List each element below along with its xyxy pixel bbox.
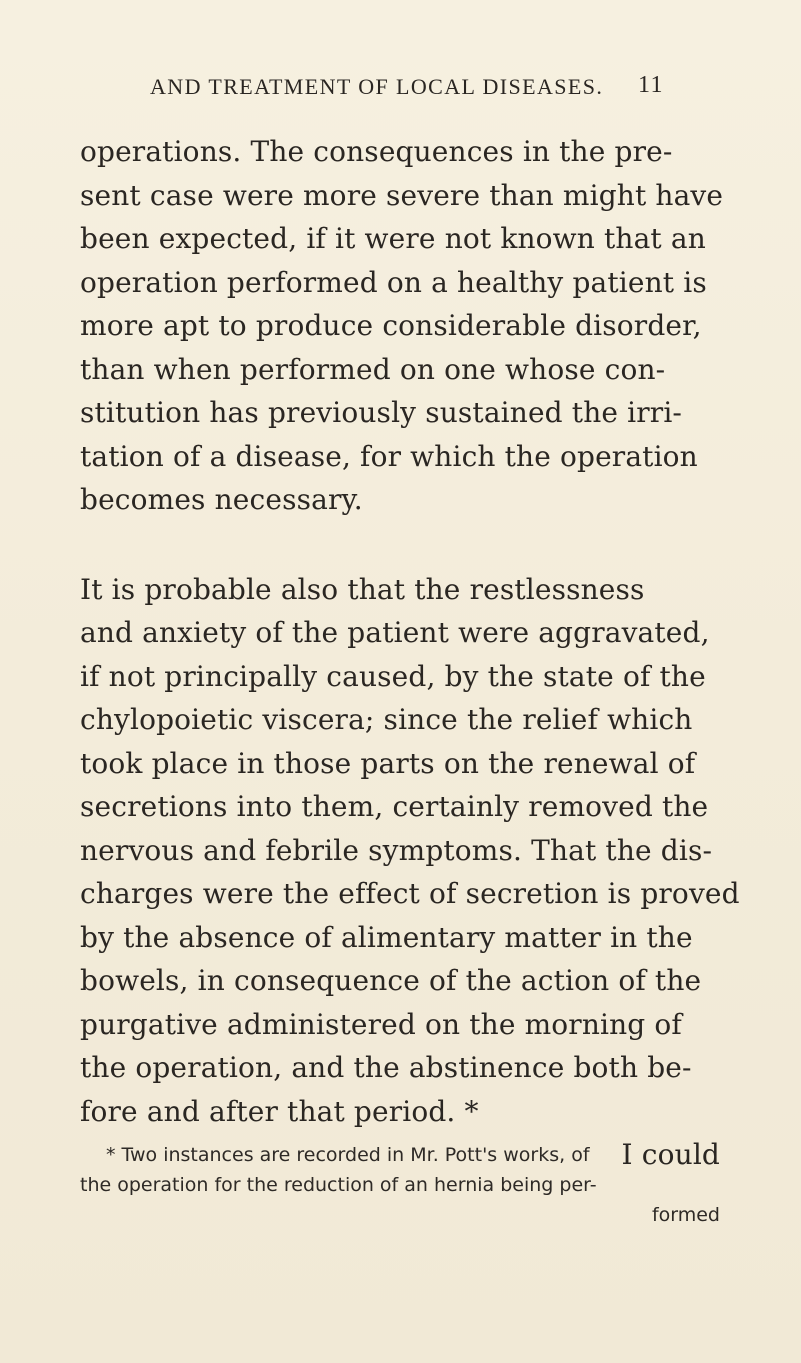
text-line: charges were the effect of secretion is proved	[80, 877, 740, 910]
text-line: tation of a disease, for which the operation	[80, 439, 698, 473]
body-text	[80, 130, 740, 1177]
text-line: operation performed on a healthy patient is	[80, 265, 707, 299]
paragraph-1	[80, 130, 724, 522]
paragraph-2	[80, 568, 740, 1134]
text-line: and anxiety of the patient were aggravated,	[80, 616, 710, 649]
running-head	[150, 74, 690, 100]
text-line: sent case were more severe than might have	[80, 178, 724, 212]
footnote-line: the operation for the reduction of an hernia being per-	[80, 1174, 597, 1196]
running-head-title: AND TREATMENT OF LOCAL DISEASES.	[150, 74, 604, 99]
text-line: chylopoietic viscera; since the relief which	[80, 703, 693, 736]
text-line: than when performed on one whose con-	[80, 352, 666, 386]
text-line: purgative administered on the morning of	[80, 1007, 682, 1041]
text-line: nervous and febrile symptoms. That the dis-	[80, 833, 713, 867]
page-number: 11	[638, 72, 664, 98]
text-line: secretions into them, certainly removed the	[80, 790, 709, 823]
text-line: stitution has previously sustained the irri-	[80, 396, 683, 429]
text-line: more apt to produce considerable disorder,	[80, 309, 702, 342]
text-line: operations. The consequences in the pre-	[80, 135, 673, 168]
text-line: if not principally caused, by the state of the	[80, 659, 706, 693]
text-line: been expected, if it were not known that an	[80, 222, 706, 255]
footnote	[80, 1140, 720, 1230]
text-line: bowels, in consequence of the action of the	[80, 964, 702, 997]
text-line: took place in those parts on the renewal of	[80, 746, 696, 780]
catchword: I could	[621, 1138, 720, 1171]
text-line: It is probable also that the restlessness	[80, 572, 645, 606]
text-line: the operation, and the abstinence both be-	[80, 1051, 692, 1084]
paragraph-gap	[80, 522, 720, 568]
text-line: fore and after that period. *	[80, 1094, 479, 1128]
text-line: by the absence of alimentary matter in the	[80, 920, 693, 954]
footnote-line: * Two instances are recorded in Mr. Pott's works, of	[106, 1144, 590, 1166]
text-line: becomes necessary.	[80, 483, 363, 516]
footnote-line: formed	[651, 1204, 720, 1226]
